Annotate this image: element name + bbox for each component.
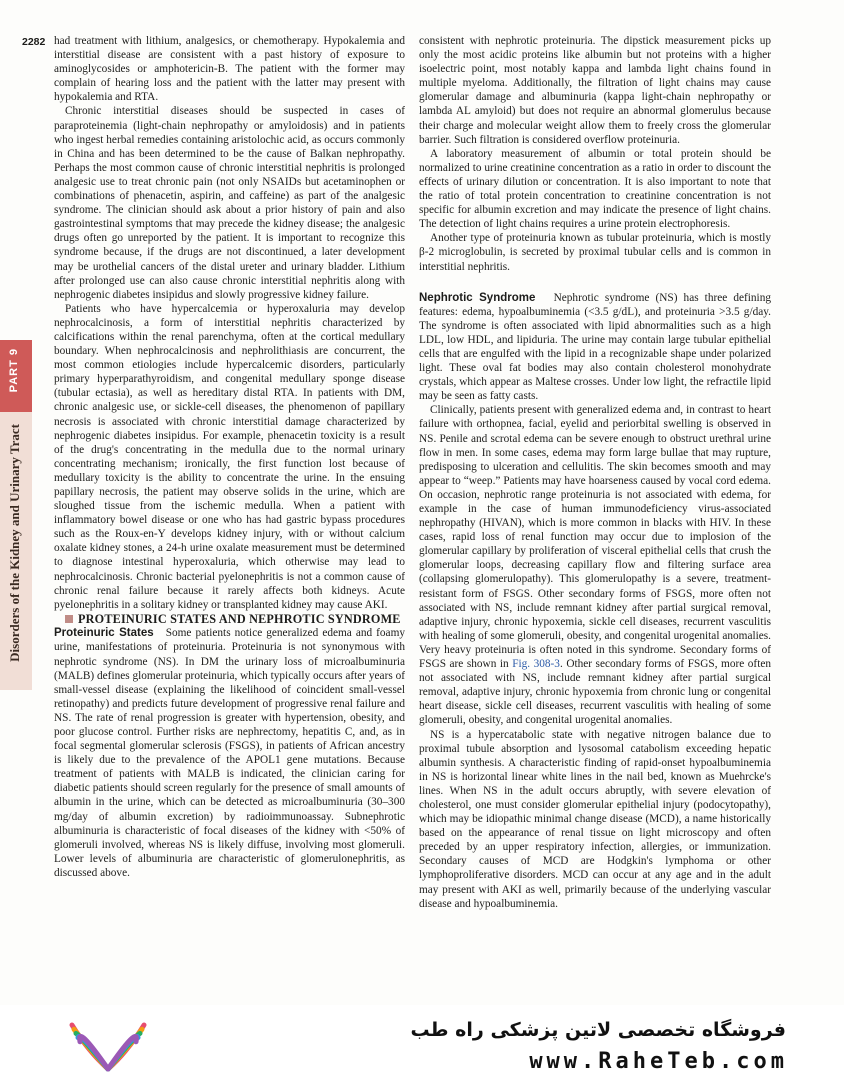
side-tab [0,340,32,690]
store-url[interactable]: www.RaheTeb.com [529,1049,788,1074]
paragraph: Another type of proteinuria known as tubular proteinuria, which is mostly β-2 microglobulin, is secreted by proximal tubular cells and is common in interstitial nephritis. [419,232,771,273]
paragraph-text: . Other secondary forms of FSGS, more often not associated with NS, include remnant kidney after partial surgical removal, adaptive injury, chronic hypoxemia from chronic lung or congenital heart disease, sickle cell diseases, recurrent vasculitis with healing of some glomeruli, obesity, and congenital urogenital anomalies. [419,658,771,727]
store-name: فروشگاه تخصصی لاتین پزشکی راه طب [410,1019,786,1041]
logo-stroke-left [80,1036,108,1069]
paragraph [419,291,771,404]
heading-square-icon [65,615,73,623]
logo-stroke-right [108,1036,136,1069]
section-heading-text: PROTEINURIC STATES AND NEPHROTIC SYNDROME [78,611,401,626]
paragraph: Chronic interstitial diseases should be suspected in cases of paraproteinemia (light-chain nephropathy or amyloidosis) and in patients who ingest herbal remedies containing aristolochic acid, as occurs commonly in China and has been determined to be the cause of Balkan nephropathy. Perhaps the most common cause of chronic interstitial nephritis is prolonged analgesic use to treat chronic pain (not only NSAIDs but acetaminophen or combinations of phenacetin, aspirin, and caffeine) as part of the analgesic syndrome. The clinician should ask about a prior history of pain and also gastrointestinal symptoms that may precede the kidney disease; the analgesic drugs often go unreported by the patient. It is important to recognize this syndrome because, if the drugs are not discontinued, a later development may be urothelial cancers of the distal ureter and urinary bladder. Lithium after prolonged use can also cause chronic interstitial nephritis along with nephrogenic diabetes insipidus and slowly progressive kidney failure. [54,105,405,301]
figure-link[interactable]: Fig. 308-3 [512,658,560,671]
paragraph: A laboratory measurement of albumin or total protein should be normalized to urine creatinine concentration as a ratio in order to discount the effects of urinary dilution or concentration. It is also important to note that the ratio of total protein concentration to creatinine concentration is not specific for albumin excretion and may indicate the presence of light chains. The detection of light chains requires a urine protein electrophoresis. [419,147,771,231]
subheading: Nephrotic Syndrome [419,291,536,304]
part-badge [0,340,32,412]
paragraph-text: Clinically, patients present with generalized edema and, in contrast to heart failure with orthopnea, facial, eyelid and periorbital swelling is observed in NS. Penile and scrotal edema can be severe enough to obstruct urethral urine flow in men. In some cases, edema may form large bullae that may rupture, predisposing to ulceration and cellulitis. The skin becomes smooth and may appear to “weep.” Patients may have hoarseness caused by vocal cord edema. On occasion, nephrotic range proteinuria is not associated with edema, for example in the case of human immunodeficiency virus-associated nephropathy (HIVAN), which is more common in blacks with HIV. In these cases, rapid loss of renal function may occur due to implosion of the glomerular capillary by proliferation of visceral epithelial cells that crush the glomerular loops, decreasing capillary flow and filtering surface area (collapsing glomerulopathy). This glomerulopathy is a severe, treatment-resistant form of FSGS. Other secondary forms of FSGS, more often not associated with NS, include remnant kidney after partial surgical removal, adaptive injury, chronic hypoxemia, sickle cell diseases, recurrent vasculitis with healing of some glomeruli, obesity, and congenital urogenital anomalies. Very heavy proteinuria is often noted in this syndrome. Secondary forms of FSGS are shown in [419,404,771,671]
book-logo-icon [68,1011,148,1075]
paragraph [54,626,405,880]
page-number: 2282 [22,36,46,48]
right-column [419,34,771,994]
section-heading [54,612,405,627]
part-title: Disorders of the Kidney and Urinary Tract [7,424,22,662]
paragraph: consistent with nephrotic proteinuria. The dipstick measurement picks up only the most acidic proteins like albumin but not proteins with a higher isoelectric point, most notably kappa and lambda light chains found in multiple myeloma. Additionally, the filtration of light chains may cause glomerular damage and albuminuria (kappa light-chain nephropathy or lambda AL amyloid) but does not require an abnormal glomerulus because their charge and molecular weight allow them to freely cross the glomerular barrier. Such filtration is considered overflow proteinuria. [419,35,771,146]
paragraph: had treatment with lithium, analgesics, or chemotherapy. Hypokalemia and interstitial disease are consistent with a past history of exposure to aminoglycosides or amphotericin-B. The patient with the former may complain of hearing loss and the patient with the latter may present with hypokalemia and RTA. [54,35,405,104]
paragraph [419,403,771,727]
paragraph: Patients who have hypercalcemia or hyperoxaluria may develop nephrocalcinosis, a form of interstitial nephritis characterized by calcifications within the renal parenchyma, often at the cortical medullary boundary. When nephrocalcinosis and nephrolithiasis are concurrent, the most common etiologies include hypercalcemic disorders, particularly primary hyperparathyroidism, and congenital medullary sponge disease (tubular ectasia), as well as hereditary distal RTA. In patients with DM, chronic analgesic use, or sickle-cell diseases, the phenomenon of papillary necrosis is associated with chronic interstitial damage characterized by nephrogenic diabetes insipidus. For example, phenacetin toxicity is a result of the drug's concentrating in the medulla due to the normal urinary concentrating mechanism; ironically, the first function lost because of medullary toxicity is the ability to concentrate the urine. In the ensuing papillary necrosis, the patient may observe solids in the urine, which are sloughed tissue from the ischemic medulla. When a patient with inflammatory bowel disease or one who has had gastric bypass procedures such as the Roux-en-Y develops kidney injury, with or without calcium oxalate kidney stones, a 24-h urine oxalate measurement must be determined to diagnose intestinal hyperoxaluria, which otherwise may lead to nephrocalcinosis. Chronic bacterial pyelonephritis is not a common cause of chronic renal failure because it rarely affects both kidneys. Acute pyelonephritis in a solitary kidney or transplanted kidney may cause AKI. [54,302,405,611]
paragraph: NS is a hypercatabolic state with negative nitrogen balance due to proximal tubule absorption and lysosomal catabolism exceeding hepatic albumin synthesis. A characteristic finding of rapid-onset hypoalbuminemia in NS is horizontal linear white lines in the nail bed, known as Muehrcke's lines. When NS in the adult occurs abruptly, with severe elevation of cholesterol, one must consider glomerular epithelial injury (podocytopathy), which may be idiopathic minimal change disease (MCD), a name historically based on the appearance of renal tissue on light microscopy and often preceded by an upper respiratory infection, allergies, or immunization. Secondary causes of MCD are Hodgkin's lymphoma or other lymphoproliferative disorders. MCD can occur at any age and in the adult may present with AKI as well, primarily because of the underlying vascular disease and hypoalbuminemia. [419,728,771,910]
part-label: PART 9 [8,348,20,393]
spacer [419,274,771,291]
left-column [54,34,405,999]
paragraph-text: Some patients notice generalized edema and foamy urine, manifestations of proteinuria. Proteinuria is not synonymous with nephrotic syndrome (NS). In DM the urinary loss of microalbuminuria (MALB) defines glomerular proteinuria, which typically occurs after years of small-vessel disease (explaining the likelihood of coincident small-vessel retinopathy) and predicts future development of progressive renal failure and NS. The rate of renal progression is greater with hypertension, obesity, and poor glucose control. Further risks are nephrectomy, hepatitis C, and, as in focal segmental glomerular sclerosis (FSGS), in patients of African ancestry is likely due to the prevalence of the APOL1 gene mutations. Because treatment of patients with MALB is indicated, the clinician caring for diabetic patients should screen regularly for the presence of small amounts of albumin in the urine, which can be detected as microalbuminuria (30–300 mg/day of albumin excretion) by radioimmunoassay. Subnephrotic albuminuria is characteristic of focal diseases of the kidney with <50% of glomeruli involved, whereas NS is likely diffuse, involving most glomeruli. Lower levels of albuminuria are characteristic of glomerulonephritis, as discussed above. [54,627,405,879]
footer-banner [0,1005,844,1080]
subheading: Proteinuric States [54,627,154,640]
paragraph-text: Nephrotic syndrome (NS) has three defining features: edema, hypoalbuminemia (<3.5 g/dL), and proteinuria >3.5 g/day. The syndrome is often associated with lipid abnormalities such as a high LDL, low HDL, and lipiduria. The urine may contain large tubular epithelial cells that are engulfed with the lipid in a recognizable shape under polarized light. These oval fat bodies may also contain cholesterol monohydrate crystals, which appear as Maltese crosses. Under low light, the refractile lipid may be seen as fatty casts. [419,291,771,403]
